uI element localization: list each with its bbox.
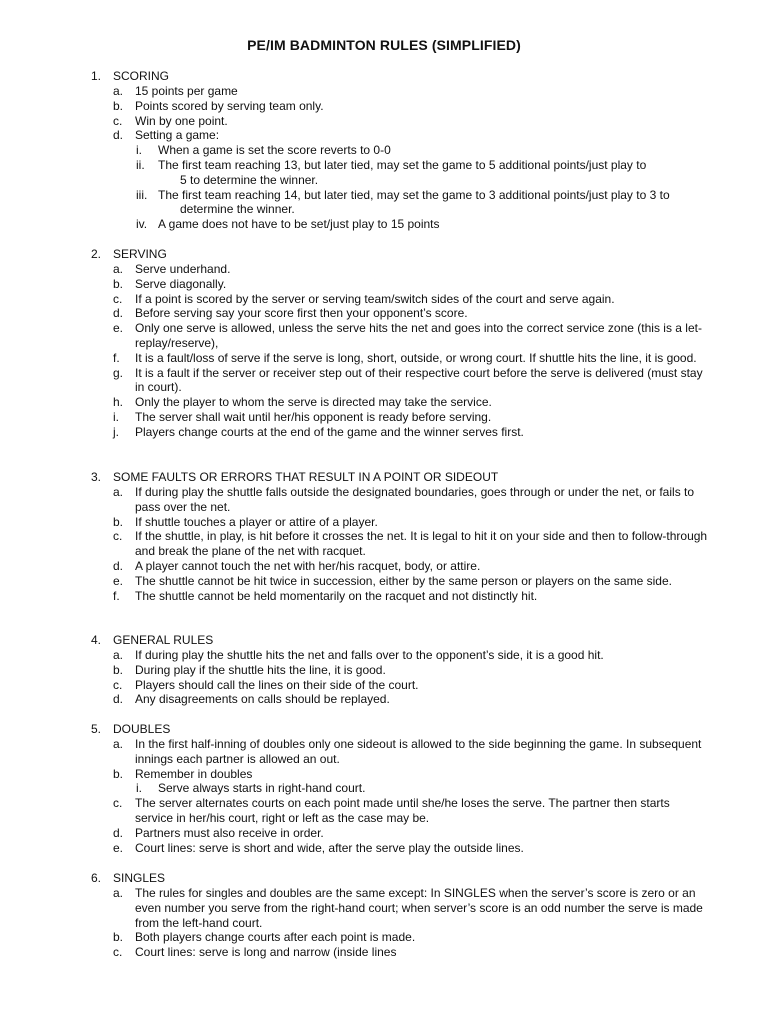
item-marker: c.: [113, 677, 123, 692]
item-marker: e.: [113, 321, 124, 336]
item-text: During play if the shuttle hits the line, it is good.: [135, 662, 386, 677]
item-marker: h.: [113, 395, 124, 410]
section-number: 3.: [91, 470, 102, 484]
list-item: [91, 529, 711, 559]
sub-item-marker: i.: [136, 143, 142, 158]
section-heading: [91, 69, 711, 84]
list-item: [91, 114, 711, 129]
item-marker: b.: [113, 98, 124, 113]
item-marker: d.: [113, 692, 124, 707]
list-item: [91, 574, 711, 589]
item-text: If a point is scored by the server or serving team/switch sides of the court and serve again.: [135, 291, 615, 306]
list-item: [91, 886, 711, 930]
sub-list-item: [91, 143, 711, 158]
item-text: The shuttle cannot be held momentarily on the racquet and not distinctly hit.: [135, 588, 538, 603]
list-item: [91, 306, 711, 321]
list-item: [91, 841, 711, 856]
item-marker: d.: [113, 306, 124, 321]
item-text: Only one serve is allowed, unless the serve hits the net and goes into the correct service zone (this is a let-replay/reserve),: [135, 321, 702, 350]
item-text: Any disagreements on calls should be replayed.: [135, 692, 390, 707]
list-item: [91, 930, 711, 945]
list-item: [91, 737, 711, 767]
item-text: If during play the shuttle falls outside the designated boundaries, goes through or under the net, or fails to pass over the net.: [135, 485, 695, 514]
item-marker: c.: [113, 113, 123, 128]
item-marker: c.: [113, 945, 123, 960]
sub-list-item: [91, 217, 711, 232]
list-item: [91, 589, 711, 604]
section-title: SERVING: [113, 247, 167, 261]
item-text: Win by one point.: [135, 113, 228, 128]
sub-item-text: Serve always starts in right-hand court.: [158, 781, 366, 796]
sub-item-text: When a game is set the score reverts to 0-0: [158, 143, 391, 158]
item-marker: b.: [113, 514, 124, 529]
item-marker: a.: [113, 737, 124, 751]
list-item: [91, 663, 711, 678]
section-heading: [91, 470, 711, 485]
sub-item-marker: ii.: [136, 157, 145, 172]
list-item: [91, 321, 711, 351]
section-title: GENERAL RULES: [113, 633, 214, 647]
sub-list-item: [91, 158, 711, 188]
list-item: [91, 277, 711, 292]
item-text: The shuttle cannot be hit twice in succession, either by the same person or players on the same side.: [135, 573, 672, 588]
section-scoring: [91, 69, 711, 232]
list-item: [91, 366, 711, 396]
sub-item-marker: iii.: [136, 187, 148, 202]
list-item: [91, 692, 711, 707]
item-marker: d.: [113, 128, 124, 143]
section-faults: [91, 470, 711, 603]
section-heading: [91, 722, 711, 737]
item-marker: c.: [113, 796, 123, 811]
list-item: [91, 678, 711, 693]
item-text: Setting a game:: [135, 128, 220, 143]
section-title: SINGLES: [113, 871, 166, 885]
item-marker: a.: [113, 886, 124, 900]
item-marker: a.: [113, 262, 124, 276]
sub-item-continuation: determine the winner.: [180, 202, 295, 217]
section-number: 4.: [91, 633, 102, 647]
item-text: Serve underhand.: [135, 262, 231, 276]
item-text: The server shall wait until her/his opponent is ready before serving.: [135, 409, 492, 424]
list-item: [91, 84, 711, 99]
sub-item-marker: iv.: [136, 217, 148, 232]
section-number: 1.: [91, 69, 102, 83]
item-marker: i.: [113, 409, 119, 424]
section-serving: [91, 247, 711, 440]
item-text: The server alternates courts on each point made until she/he loses the serve. The partner then starts service in her/his court, right or left as the case may be.: [135, 796, 670, 825]
sub-list-item: [91, 188, 711, 218]
item-text: Both players change courts after each point is made.: [135, 930, 416, 945]
item-text: Points scored by serving team only.: [135, 98, 324, 113]
item-text: Court lines: serve is short and wide, after the serve play the outside lines.: [135, 840, 524, 855]
item-text: In the first half-inning of doubles only one sideout is allowed to the side beginning the game. In subsequent innings each partner is allowed an out.: [135, 737, 702, 766]
item-marker: g.: [113, 365, 124, 380]
sub-list-item: [91, 781, 711, 796]
item-text: Players change courts at the end of the game and the winner serves first.: [135, 424, 524, 439]
list-item: [91, 292, 711, 307]
item-marker: a.: [113, 485, 124, 499]
sub-item-marker: i.: [136, 781, 142, 796]
item-marker: j.: [113, 424, 119, 439]
item-marker: a.: [113, 84, 124, 98]
item-text: Before serving say your score first then your opponent’s score.: [135, 306, 468, 321]
list-item: [91, 262, 711, 277]
item-marker: e.: [113, 840, 124, 855]
section-heading: [91, 633, 711, 648]
item-text: If the shuttle, in play, is hit before it crosses the net. It is legal to hit it on your side and then to follow-through and break the plane of the net with racquet.: [135, 529, 708, 559]
item-marker: f.: [113, 588, 120, 603]
list-item: [91, 826, 711, 841]
list-item: [91, 485, 711, 515]
list-item: [91, 395, 711, 410]
list-item: [91, 648, 711, 663]
list-item: [91, 425, 711, 440]
sub-item-text: A game does not have to be set/just play to 15 points: [158, 217, 440, 232]
item-text: Remember in doubles: [135, 766, 253, 781]
item-marker: b.: [113, 766, 124, 781]
item-text: A player cannot touch the net with her/his racquet, body, or attire.: [135, 558, 481, 573]
list-item: [91, 515, 711, 530]
list-item: [91, 410, 711, 425]
item-text: If shuttle touches a player or attire of a player.: [135, 514, 378, 529]
sub-item-text: The first team reaching 14, but later tied, may set the game to 3 additional points/just play to 3 to: [158, 187, 670, 202]
list-item: [91, 128, 711, 143]
item-marker: c.: [113, 291, 123, 306]
item-marker: d.: [113, 558, 124, 573]
item-marker: b.: [113, 930, 124, 945]
item-text: Serve diagonally.: [135, 276, 227, 291]
sub-item-text: The first team reaching 13, but later tied, may set the game to 5 additional points/just play to: [158, 157, 647, 172]
item-text: Only the player to whom the serve is directed may take the service.: [135, 395, 492, 410]
item-text: Players should call the lines on their side of the court.: [135, 677, 419, 692]
document-title: PE/IM BADMINTON RULES (SIMPLIFIED): [247, 37, 521, 53]
item-text: It is a fault/loss of serve if the serve is long, short, outside, or wrong court. If shuttle hits the line, it is good.: [135, 350, 697, 365]
item-text: Court lines: serve is long and narrow (inside lines: [135, 945, 397, 960]
section-heading: [91, 871, 711, 886]
sub-item-continuation: 5 to determine the winner.: [180, 172, 319, 187]
section-number: 6.: [91, 871, 102, 885]
item-marker: e.: [113, 573, 124, 588]
list-item: [91, 767, 711, 782]
list-item: [91, 796, 711, 826]
section-singles: [91, 871, 711, 960]
section-general-rules: [91, 633, 711, 707]
item-text: 15 points per game: [135, 84, 238, 98]
list-item: [91, 351, 711, 366]
item-marker: c.: [113, 529, 123, 544]
item-marker: f.: [113, 350, 120, 365]
section-title: SCORING: [113, 69, 170, 83]
section-number: 5.: [91, 722, 102, 736]
item-text: If during play the shuttle hits the net and falls over to the opponent’s side, it is a good hit.: [135, 648, 604, 662]
section-title: DOUBLES: [113, 722, 171, 736]
section-title: SOME FAULTS OR ERRORS THAT RESULT IN A POINT OR SIDEOUT: [113, 470, 499, 484]
item-text: Partners must also receive in order.: [135, 825, 324, 840]
item-text: It is a fault if the server or receiver step out of their respective court before the serve is delivered (must stay in court).: [135, 365, 703, 395]
item-text: The rules for singles and doubles are the same except: In SINGLES when the server’s score is zero or an even number you serve from the right-hand court; when server’s score is an odd number the serve is made from the left-hand court.: [135, 886, 703, 930]
list-item: [91, 99, 711, 114]
section-heading: [91, 247, 711, 262]
list-item: [91, 945, 711, 960]
section-doubles: [91, 722, 711, 855]
item-marker: a.: [113, 648, 124, 662]
item-marker: d.: [113, 825, 124, 840]
item-marker: b.: [113, 276, 124, 291]
list-item: [91, 559, 711, 574]
section-number: 2.: [91, 247, 102, 261]
item-marker: b.: [113, 662, 124, 677]
